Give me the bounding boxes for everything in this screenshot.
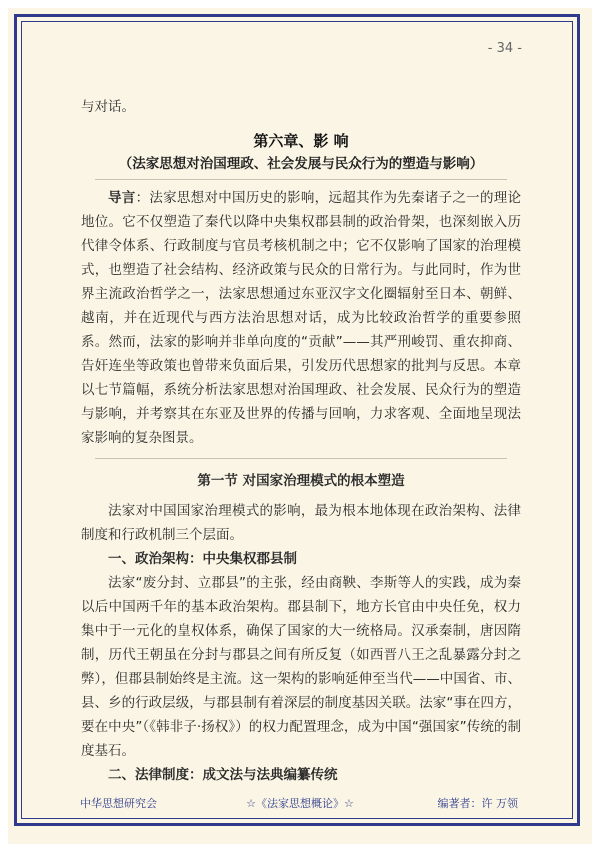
footer-author: 编著者：许 万领 [437, 797, 518, 810]
lead-label: 导言 [108, 190, 136, 206]
section-intro: 法家对中国国家治理模式的影响，最为根本地体现在政治架构、法律制度和行政机制三个层面。 [81, 503, 521, 543]
page-number: - 34 - [487, 41, 522, 56]
chapter-title: 第六章、影 响 [253, 132, 349, 150]
lead-paragraph [81, 186, 521, 450]
section-title: 第一节 对国家治理模式的根本塑造 [197, 473, 405, 489]
divider-bottom [95, 458, 507, 459]
divider-top [95, 179, 507, 180]
lead-text: ：法家思想对中国历史的影响，远超其作为先秦诸子之一的理论地位。它不仅塑造了秦代以降中央集权郡县制的政治骨架，也深刻嵌入历代律令体系、行政制度与官员考核机制之中；它不仅影响了国家的治理模式，也塑造了社会结构、经济政策与民众的日常行为。与此同时，作为世界主流政治哲学之一，法家思想通过东亚汉字文化圈辐射至日本、朝鲜、越南，并在近现代与西方法治思想对话，成为比较政治哲学的重要参照系。然而，法家的影响并非单向度的“贡献”——其严刑峻罚、重农抑商、告奸连坐等政策也曾带来负面后果，引发历代思想家的批判与反思。本章以七节篇幅，系统分析法家思想对治国理政、社会发展、民众行为的塑造与影响，并考察其在东亚及世界的传播与回响，力求客观、全面地呈现法家影响的复杂图景。 [81, 190, 522, 446]
footer-publisher: 中华思想研究会 [80, 797, 157, 810]
footer-book-title: ☆《法家思想概论》☆ [246, 797, 354, 810]
subsection-text-1: 法家“废分封、立郡县”的主张，经由商鞅、李斯等人的实践，成为秦以后中国两千年的基本政治架构。郡县制下，地方长官由中央任免，权力集中于一元化的皇权体系，确保了国家的大一统格局。汉承秦制，唐因隋制，历代王朝虽在分封与郡县之间有所反复（如西晋八王之乱暴露分封之弊），但郡县制始终是主流。这一架构的影响延伸至当代——中国省、市、县、乡的行政层级，与郡县制有着深层的制度基因关联。法家“事在四方，要在中央”（《韩非子·扬权》）的权力配置理念，成为中国“强国家”传统的制度基石。 [81, 575, 521, 759]
carryover-text: 与对话。 [81, 99, 135, 115]
chapter-subtitle: （法家思想对治国理政、社会发展与民众行为的塑造与影响） [118, 156, 484, 172]
page-content [81, 95, 521, 787]
subsection-title-2: 二、法律制度：成文法与法典编纂传统 [108, 767, 338, 783]
subsection-title-1: 一、政治架构：中央集权郡县制 [108, 551, 297, 567]
